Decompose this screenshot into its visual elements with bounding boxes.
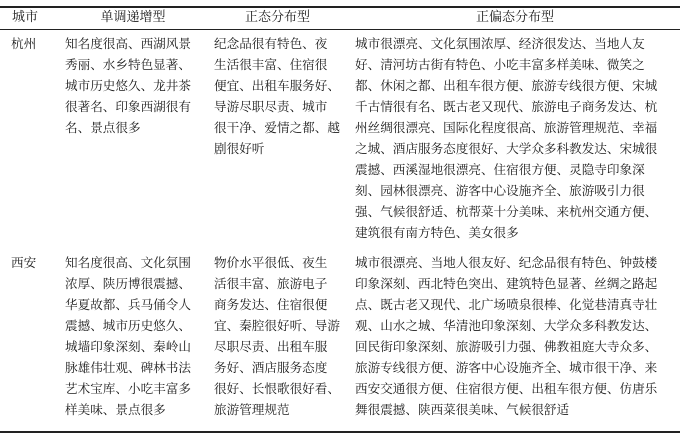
header-monotonic: 单调递增型	[100, 10, 166, 25]
table-top-rule	[0, 6, 680, 8]
row-city-xian: 西安	[11, 255, 37, 270]
row-city-hangzhou: 杭州	[11, 36, 37, 51]
row-hangzhou-normal: 纪念品很有特色、夜 生活很丰富、住宿很 便宜、出租车服务好、 导游尽职尽责、城市 很干净、爱情之都、越 剧很好听	[214, 36, 340, 156]
table-header-rule	[0, 29, 680, 30]
row-xian-normal: 物价水平很低、夜生 活很丰富、旅游电子 商务发达、住宿很便 宜、秦腔很好听、导游 尽职尽责、出租车服 务好、酒店服务态度 很好、长恨歌很好看、 旅游管理规范	[214, 255, 340, 417]
table-bottom-rule	[0, 431, 680, 433]
row-hangzhou-monotonic: 知名度很高、西湖风景 秀丽、水乡特色显著、 城市历史悠久、龙井茶 很著名、印象西湖很有 名、景点很多	[65, 36, 191, 135]
header-normal: 正态分布型	[244, 10, 310, 25]
row-xian-positive-skew: 城市很漂亮、当地人很友好、纪念品很有特色、钟鼓楼 印象深刻、西北特色突出、建筑特色显著、丝绸之路起 点、既古老又现代、北广场喷泉很棒、化觉巷清真寺壮 观、山水之城、华清池印象深刻、大学众多科教发达、 回民街印象深刻、旅游吸引力强、佛教祖庭大寺众多、 旅游专线很方便、游客中心设施齐全、城市很干净、来 西安交通很方便、住宿很方便、出租车很方便、仿唐乐 舞很震撼、陕西菜很美味、气候很舒适	[355, 255, 658, 417]
row-hangzhou-positive-skew: 城市很漂亮、文化氛围浓厚、经济很发达、当地人友 好、清河坊古街有特色、小吃丰富多样美味、微笑之 都、休闲之都、出租车很方便、旅游专线很方便、宋城 千古情很有名、既古老又现代、旅游电子商务发达、杭 州丝绸很漂亮、国际化程度很高、旅游管理规范、幸福 之城、酒店服务态度很好、大学众多科教发达、宋城很 震撼、西溪湿地很漂亮、住宿很方便、灵隐寺印象深 刻、园林很漂亮、游客中心设施齐全、旅游吸引力很 强、气候很舒适、杭帮菜十分美味、来杭州交通方便、 建筑很有南方特色、美女很多	[355, 36, 658, 240]
header-positive-skew: 正偏态分布型	[475, 10, 554, 25]
row-xian-monotonic: 知名度很高、文化氛围 浓厚、陕历博很震撼、 华夏故都、兵马俑令人 震撼、城市历史悠久、 城墙印象深刻、秦岭山 脉雄伟壮观、碑林书法 艺术宝库、小吃丰富多 样美味、景点很多	[65, 255, 191, 417]
header-city: 城市	[11, 10, 38, 25]
